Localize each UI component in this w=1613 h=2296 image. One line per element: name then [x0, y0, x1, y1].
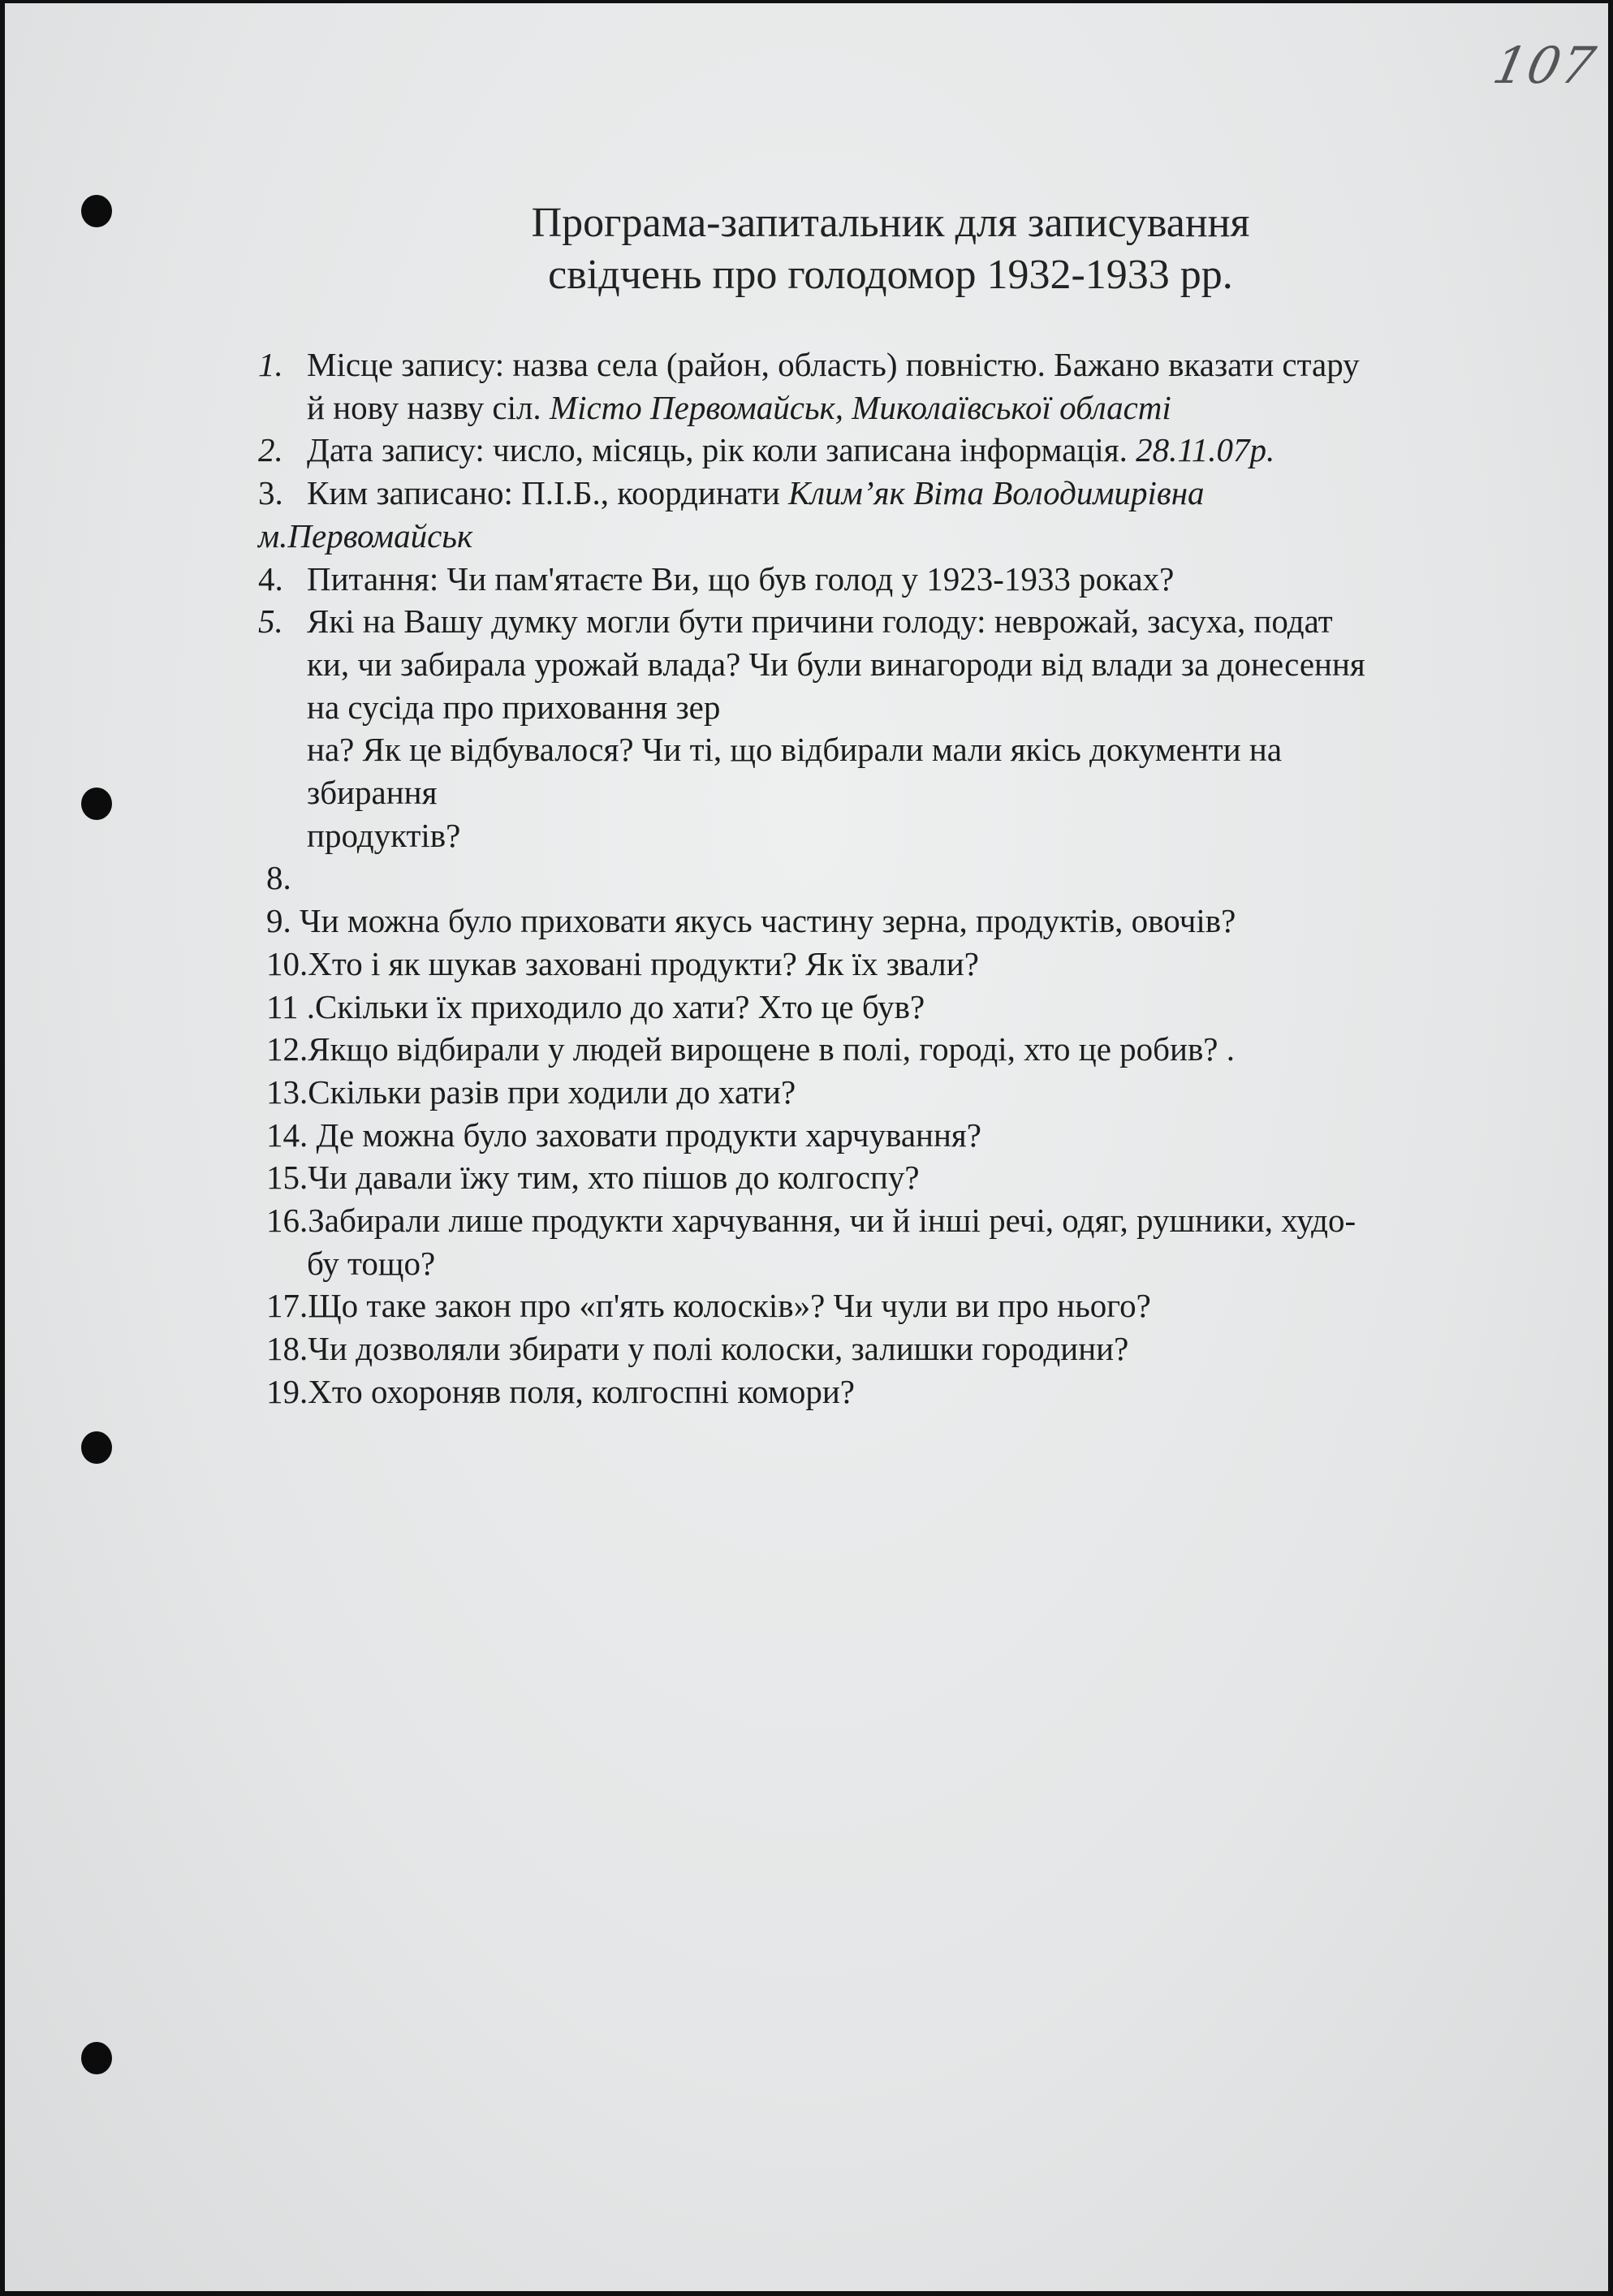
question-text: 17.Що таке закон про «п'ять колосків»? Чи чули ви про нього? [266, 1287, 1151, 1325]
question-text: 8. [266, 859, 291, 897]
question-text: Питання: Чи пам'ятаєте Ви, що був голод у 1923-1933 роках? [307, 559, 1175, 598]
punch-hole [81, 788, 112, 820]
handwritten-answer-text: Клим’як Віта Володимирівна [788, 474, 1205, 512]
text-line [266, 1028, 1235, 1070]
text-line [266, 986, 925, 1028]
item-number: 5. [258, 602, 283, 641]
text-line [307, 728, 1282, 770]
question-text: 18.Чи дозволяли збирати у полі колоски, залишки городини? [266, 1330, 1129, 1368]
handwritten-answer-text: Місто Первомайськ, Миколаївської області [549, 388, 1171, 426]
text-line [266, 1199, 1356, 1241]
handwritten-page-number: 107 [1488, 36, 1602, 95]
text-line [307, 429, 1274, 471]
question-text: Місце запису: назва села (район, область) повністю. Бажано вказати стару [307, 346, 1360, 383]
text-line [307, 1242, 435, 1284]
handwritten-answer-text: 28.11.07р. [1136, 431, 1275, 469]
question-text: 16.Забирали лише продукти харчування, чи й інші речі, одяг, рушники, худо- [266, 1202, 1356, 1239]
text-line [266, 1327, 1128, 1370]
text-line [307, 386, 1171, 429]
text-line [307, 472, 1205, 514]
question-text: 15.Чи давали їжу тим, хто пішов до колгоспу? [266, 1159, 920, 1197]
text-line [266, 943, 979, 985]
question-text: ки, чи забирала урожай влада? Чи були винагороди від влади за донесення [307, 645, 1365, 683]
question-text: 9. Чи можна було приховати якусь частину зерна, продуктів, овочів? [266, 902, 1236, 940]
question-text: 14. Де можна було заховати продукти харчування? [266, 1116, 981, 1154]
document-page [5, 3, 1608, 2291]
text-line [307, 343, 1360, 386]
text-line [307, 558, 1174, 600]
punch-hole [81, 2042, 112, 2074]
text-line [266, 900, 1236, 942]
text-line [307, 814, 460, 857]
punch-hole [81, 1431, 112, 1464]
text-line [258, 515, 472, 557]
punch-hole [81, 195, 112, 227]
text-line [307, 643, 1365, 685]
question-text: продуктів? [307, 816, 461, 854]
question-text: Ким записано: П.І.Б., координати [307, 474, 789, 512]
text-line [307, 600, 1333, 642]
text-line [266, 1284, 1151, 1327]
question-text: 19.Хто охороняв поля, колгоспні комори? [266, 1372, 855, 1410]
item-number: 3. [258, 474, 283, 512]
question-text: Дата запису: число, місяць, рік коли записана інформація. [307, 431, 1136, 469]
question-text: на сусіда про приховання зер [307, 688, 721, 726]
question-text: 12.Якщо відбирали у людей вирощене в полі, городі, хто це робив? . [266, 1030, 1236, 1068]
text-line [266, 1156, 920, 1198]
text-line [266, 1114, 981, 1156]
item-number: 2. [258, 431, 283, 469]
text-line [307, 686, 720, 728]
item-number: 4. [258, 559, 283, 598]
question-text: й нову назву сіл. [307, 388, 550, 426]
question-text: 10.Хто і як шукав заховані продукти? Як їх звали? [266, 944, 979, 982]
text-line [307, 771, 437, 814]
text-line [266, 1071, 796, 1113]
text-line [266, 857, 291, 899]
question-text: бу тощо? [307, 1244, 436, 1282]
document-title-line-1: Програма-запитальник для записування [531, 200, 1250, 246]
question-text: 13.Скільки разів при ходили до хати? [266, 1072, 796, 1111]
question-text: на? Як це відбувалося? Чи ті, що відбирали мали якісь документи на [307, 731, 1283, 769]
text-line [266, 1370, 855, 1413]
handwritten-answer-text: м.Первомайськ [258, 516, 473, 555]
item-number: 1. [258, 346, 283, 383]
question-text: Які на Вашу думку могли бути причини голоду: неврожай, засуха, подат [307, 602, 1333, 641]
question-text: збирання [307, 774, 438, 811]
document-title-line-2: свідчень про голодомор 1932-1933 рр. [548, 252, 1233, 298]
question-text: 11 .Скільки їх приходило до хати? Хто це був? [266, 987, 925, 1025]
